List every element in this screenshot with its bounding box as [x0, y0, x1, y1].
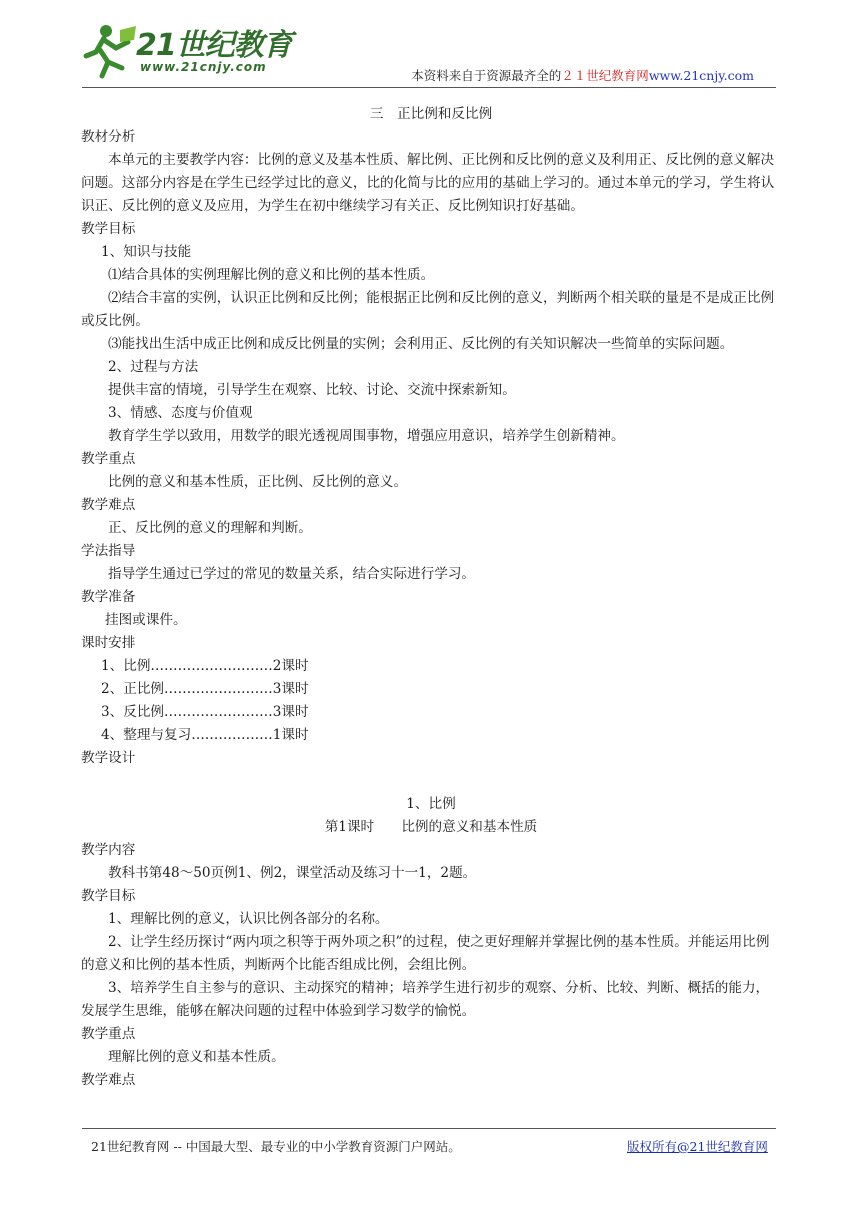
- section-heading: 教学设计: [81, 750, 136, 766]
- document-body: [81, 103, 781, 1092]
- list-item: 1、理解比例的意义，认识比例各部分的名称。: [108, 911, 389, 927]
- logo-text: 21世纪教育: [136, 28, 292, 63]
- site-logo[interactable]: [82, 18, 292, 82]
- paragraph: 挂图或课件。: [105, 612, 187, 628]
- subheading: 3、情感、态度与价值观: [108, 405, 253, 421]
- spacer: [81, 770, 781, 793]
- list-item: 3、培养学生自主参与的意识、主动探究的精神；培养学生进行初步的观察、分析、比较、判断、概括的能力，发展学生思维，能够在解决问题的过程中体验到学习数学的愉悦。: [81, 980, 770, 1019]
- runner-icon: [82, 22, 140, 80]
- footer-divider: [82, 1128, 776, 1129]
- paragraph: 教育学生学以致用，用数学的眼光透视周围事物，增强应用意识，培养学生创新精神。: [108, 428, 625, 444]
- schedule-item: 4、整理与复习………………1课时: [101, 727, 309, 743]
- paragraph: 提供丰富的情境，引导学生在观察、比较、讨论、交流中探索新知。: [108, 382, 516, 398]
- section-heading: 课时安排: [81, 635, 136, 651]
- section-heading: 学法指导: [81, 543, 136, 559]
- lesson-title: 1、比例: [406, 796, 456, 812]
- section-heading: 教学目标: [81, 221, 136, 237]
- subheading: 2、过程与方法: [108, 359, 199, 375]
- schedule-item: 2、正比例……………………3课时: [101, 681, 309, 697]
- tagline-prefix: 本资料来自于资源最齐全的: [411, 68, 562, 83]
- subheading: 1、知识与技能: [101, 244, 192, 260]
- paragraph: 比例的意义和基本性质，正比例、反比例的意义。: [108, 474, 408, 490]
- paragraph: 本单元的主要教学内容：比例的意义及基本性质、解比例、正比例和反比例的意义及利用正、反比例的意义解决问题。这部分内容是在学生已经学过比的意义，比的化简与比的应用的基础上学习的。通过本单元的学习，学生将认识正、反比例的意义及应用，为学生在初中继续学习有关正、反比例知识打好基础。: [81, 152, 775, 214]
- list-item: ⑶能找出生活中成正比例和成反比例量的实例；会利用正、反比例的有关知识解决一些简单的实际问题。: [108, 336, 734, 352]
- section-heading: 教学难点: [81, 497, 136, 513]
- copyright-link[interactable]: 版权所有@21世纪教育网: [627, 1139, 768, 1154]
- paragraph: 正、反比例的意义的理解和判断。: [108, 520, 312, 536]
- list-item: 2、让学生经历探讨“两内项之积等于两外项之积”的过程，使之更好理解并掌握比例的基本性质。并能运用比例的意义和比例的基本性质，判断两个比能否组成比例，会组比例。: [81, 934, 770, 973]
- paragraph: 指导学生通过已学过的常见的数量关系，结合实际进行学习。: [108, 566, 476, 582]
- logo-url: www.21cnjy.com: [140, 60, 267, 74]
- tagline-site-name: ２１世纪教育网: [561, 68, 649, 83]
- unit-title: 三 正比例和反比例: [369, 106, 493, 122]
- section-heading: 教学重点: [81, 451, 136, 467]
- lesson-subtitle: 第1课时 比例的意义和基本性质: [324, 819, 538, 835]
- section-heading: 教学准备: [81, 589, 136, 605]
- list-item: ⑴结合具体的实例理解比例的意义和比例的基本性质。: [108, 267, 435, 283]
- section-heading: 教学内容: [81, 842, 136, 858]
- section-heading: 教学难点: [81, 1072, 136, 1088]
- paragraph: 教科书第48～50页例1、例2，课堂活动及练习十一1，2题。: [108, 865, 477, 881]
- section-heading: 教学重点: [81, 1026, 136, 1042]
- header-divider: [82, 87, 776, 88]
- schedule-item: 3、反比例……………………3课时: [101, 704, 309, 720]
- section-heading: 教学目标: [81, 888, 136, 904]
- footer-text: 21世纪教育网 -- 中国最大型、最专业的中小学教育资源门户网站。: [91, 1139, 461, 1154]
- tagline-url-link[interactable]: www.21cnjy.com: [648, 68, 754, 83]
- header-tagline: [411, 66, 754, 84]
- page-header: [82, 18, 782, 88]
- section-heading: 教材分析: [81, 129, 136, 145]
- list-item: ⑵结合丰富的实例，认识正比例和反比例；能根据正比例和反比例的意义，判断两个相关联的量是不是成正比例或反比例。: [81, 290, 775, 329]
- schedule-item: 1、比例………………………2课时: [101, 658, 309, 674]
- paragraph: 理解比例的意义和基本性质。: [108, 1049, 285, 1065]
